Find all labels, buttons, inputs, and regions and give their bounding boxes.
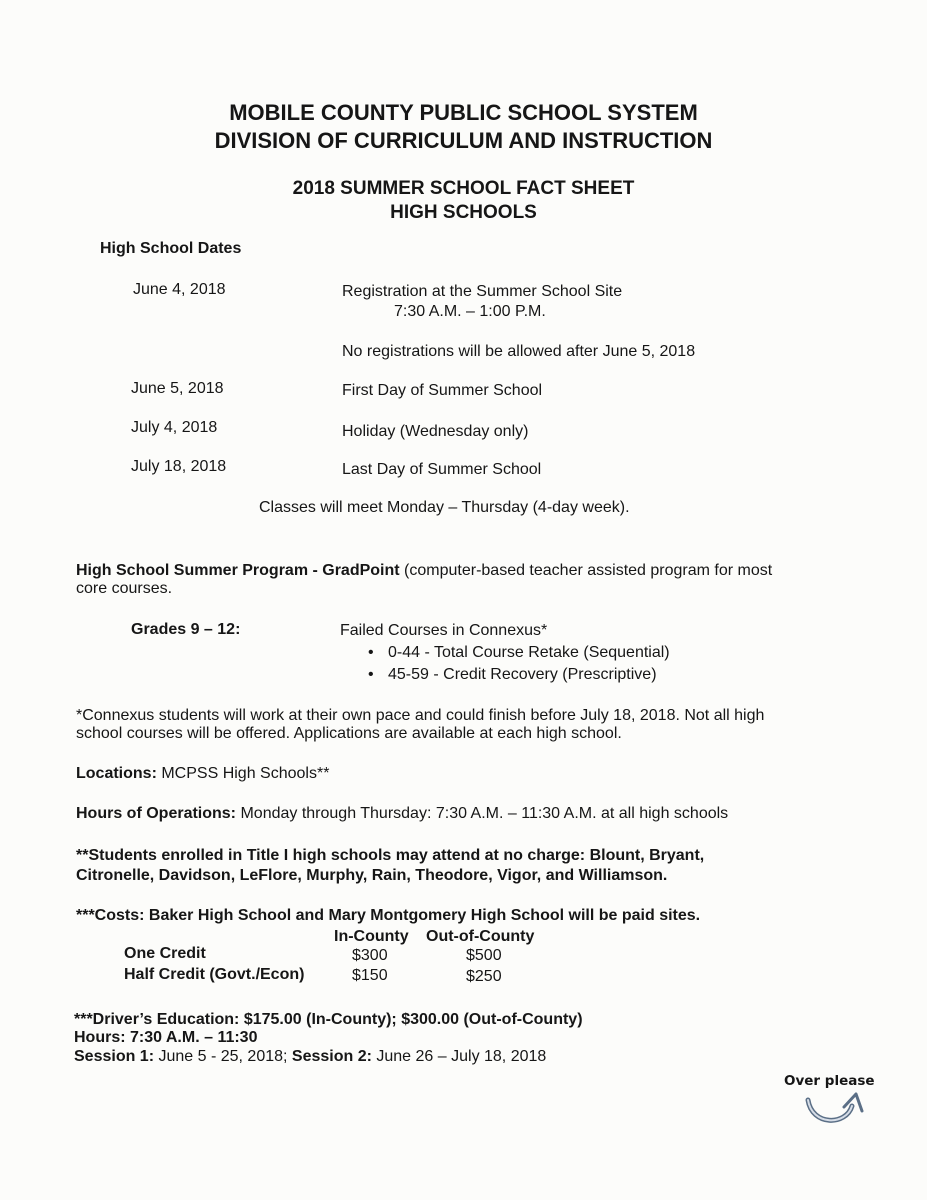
program-title	[76, 562, 772, 580]
over-please-label: Over please	[784, 1073, 875, 1089]
costs-heading: ***Costs: Baker High School and Mary Montgomery High School will be paid sites.	[76, 907, 701, 924]
date-label: June 4, 2018	[133, 281, 226, 298]
subheader-line-2: HIGH SCHOOLS	[390, 202, 537, 223]
grades-label: Grades 9 – 12:	[131, 621, 241, 638]
title1-line-2: Citronelle, Davidson, LeFlore, Murphy, Rain, Theodore, Vigor, and Williamson.	[76, 867, 668, 884]
dates-heading: High School Dates	[100, 240, 242, 257]
cost-out-value: $250	[466, 968, 502, 985]
cost-out-value: $500	[466, 947, 502, 964]
session-1-label: Session 1:	[74, 1048, 155, 1065]
connexus-note-line-2: school courses will be offered. Applications are available at each high school.	[76, 725, 622, 742]
subheader-line-1: 2018 SUMMER SCHOOL FACT SHEET	[292, 178, 635, 199]
drivers-ed-hours: Hours: 7:30 A.M. – 11:30	[74, 1029, 258, 1046]
session-1-value: June 5 - 25, 2018;	[154, 1048, 292, 1065]
cost-col-out-county: Out-of-County	[426, 928, 535, 945]
courses-label: Failed Courses in Connexus*	[340, 622, 548, 639]
date-label: July 18, 2018	[131, 458, 227, 475]
hours-label: Hours of Operations:	[76, 805, 237, 822]
session-2-label: Session 2:	[291, 1048, 372, 1065]
dates-note: Classes will meet Monday – Thursday (4-day week).	[259, 499, 630, 516]
header-line-1: MOBILE COUNTY PUBLIC SCHOOL SYSTEM	[229, 100, 698, 125]
cost-row-label: One Credit	[124, 945, 206, 962]
header-line-2: DIVISION OF CURRICULUM AND INSTRUCTION	[214, 128, 713, 153]
cost-in-value: $300	[352, 947, 388, 964]
hours-value: Monday through Thursday: 7:30 A.M. – 11:30 A.M. at all high schools	[240, 805, 729, 822]
connexus-note-line-1: *Connexus students will work at their own pace and could finish before July 18, 2018. Not all high	[76, 707, 765, 724]
course-bullets	[360, 642, 670, 686]
date-description: Registration at the Summer School Site	[342, 283, 623, 300]
drivers-ed-sessions	[74, 1048, 546, 1066]
locations-label: Locations:	[76, 765, 157, 782]
session-2-value: June 26 – July 18, 2018	[371, 1048, 547, 1065]
cost-in-value: $150	[352, 967, 388, 984]
cost-col-in-county: In-County	[334, 928, 409, 945]
program-title-line2: core courses.	[76, 580, 173, 597]
date-description: No registrations will be allowed after June 5, 2018	[342, 343, 696, 360]
list-item: • 0-44 - Total Course Retake (Sequential)	[360, 642, 670, 664]
date-description: Holiday (Wednesday only)	[342, 423, 529, 440]
list-item: • 45-59 - Credit Recovery (Prescriptive)	[360, 664, 670, 686]
program-title-rest: (computer-based teacher assisted program for most	[399, 562, 773, 579]
date-description: First Day of Summer School	[342, 382, 543, 399]
locations	[76, 765, 329, 783]
date-description: Last Day of Summer School	[342, 461, 542, 478]
title1-line-1: **Students enrolled in Title I high schools may attend at no charge: Blount, Bryant,	[76, 847, 705, 864]
curved-arrow-icon	[800, 1090, 870, 1130]
date-label: June 5, 2018	[131, 380, 224, 397]
cost-row-label: Half Credit (Govt./Econ)	[124, 966, 305, 983]
date-label: July 4, 2018	[131, 419, 218, 436]
date-description-sub: 7:30 A.M. – 1:00 P.M.	[394, 303, 546, 320]
hours-of-operations	[76, 805, 728, 823]
locations-value: MCPSS High Schools**	[161, 765, 330, 782]
program-title-bold: High School Summer Program - GradPoint	[76, 562, 400, 579]
drivers-ed-line-1: ***Driver’s Education: $175.00 (In-County); $300.00 (Out-of-County)	[74, 1011, 583, 1028]
